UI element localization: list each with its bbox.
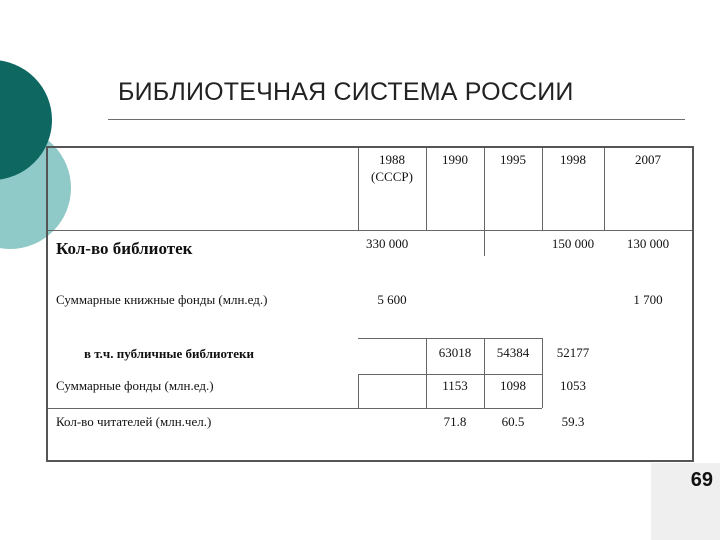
grid-line — [358, 374, 543, 375]
header-1988-note: (СССР) — [371, 169, 413, 184]
header-1988: 1988 — [379, 152, 405, 167]
row-label-public-funds: Суммарные фонды (млн.ед.) — [56, 378, 214, 393]
row-label-libraries: Кол-во библиотек — [56, 239, 193, 258]
cell-public-libraries-1998: 52177 — [556, 345, 590, 360]
grid-line — [358, 338, 543, 339]
cell-public-funds-1990: 1153 — [442, 378, 468, 393]
cell-libraries-2007: 130 000 — [626, 236, 670, 251]
grid-line — [358, 374, 359, 408]
cell-public-funds-1998: 1053 — [560, 378, 586, 393]
grid-line — [484, 230, 485, 256]
header-1995: 1995 — [500, 152, 526, 167]
library-table — [46, 146, 694, 462]
row-label-readers: Кол-во читателей (млн.чел.) — [56, 414, 212, 429]
cell-funds-2007: 1 700 — [633, 292, 663, 307]
header-1990: 1990 — [442, 152, 468, 167]
header-1998: 1998 — [560, 152, 586, 167]
cell-readers-1998: 59.3 — [561, 414, 585, 429]
cell-public-funds-1995: 1098 — [500, 378, 526, 393]
page-number: 69 — [690, 469, 713, 491]
cell-libraries-1988: 330 000 — [366, 236, 409, 251]
row-label-public-libraries: в т.ч. публичные библиотеки — [84, 346, 254, 361]
cell-funds-1988: 5 600 — [377, 292, 407, 307]
grid-line — [48, 230, 692, 231]
cell-libraries-1998: 150 000 — [551, 236, 595, 251]
title-rule — [108, 119, 685, 120]
row-label-funds: Суммарные книжные фонды (млн.ед.) — [56, 292, 268, 307]
cell-public-libraries-1995: 54384 — [496, 345, 530, 360]
grid-line — [48, 408, 542, 409]
cell-public-libraries-1990: 63018 — [438, 345, 472, 360]
cell-readers-1995: 60.5 — [501, 414, 525, 429]
cell-readers-1990: 71.8 — [443, 414, 467, 429]
slide-title: БИБЛИОТЕЧНАЯ СИСТЕМА РОССИИ — [118, 78, 574, 106]
header-2007: 2007 — [635, 152, 661, 167]
